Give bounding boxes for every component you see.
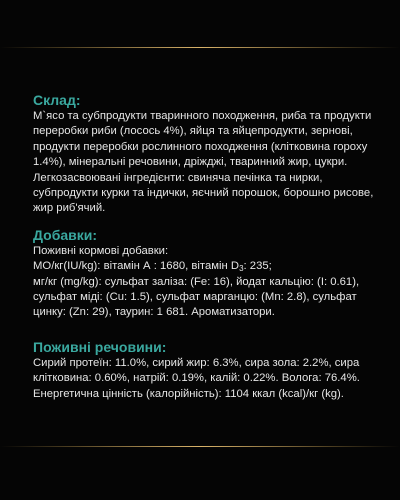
- composition-paragraph-2: Легкозасвоювані інгредієнти: свиняча печінка та нирки, субпродукти курки та індички, яєчний порошок, борошно рисове, жир риб'ячий.: [33, 171, 374, 215]
- composition-section: [33, 92, 378, 217]
- nutrients-heading: Поживні речовини:: [33, 338, 167, 355]
- additives-heading: Добавки:: [33, 226, 98, 243]
- composition-heading: Склад:: [33, 92, 81, 108]
- composition-text: [33, 109, 378, 217]
- vitamins-suffix: : 235;: [243, 260, 272, 273]
- nutrients-paragraph: Сирий протеїн: 11.0%, сирий жир: 6.3%, сира зола: 2.2%, сира клітковина: 0.60%, натрій: 0.19%, калій: 0.22%. Волога: 76.4%. Енергетична цінність (калорійність): 1104 ккал (kcal)/кг (kg).: [33, 356, 360, 400]
- additives-line-2: [33, 259, 378, 274]
- additives-line-3: мг/кг (mg/kg): сульфат заліза: (Fe: 16), йодат кальцію: (I: 0.61), сульфат міді: (Cu: 1.5), сульфат марганцю: (Mn: 2.8), сульфат цинку: (Zn: 29), таурин: 1 681. Ароматизатори.: [33, 275, 360, 319]
- additives-line-1: Поживні кормові добавки:: [33, 244, 169, 257]
- product-info-content: [33, 92, 378, 402]
- composition-paragraph-1: М`ясо та субпродукти тваринного походження, риба та продукти переробки риби (лосось 4%), яйця та яйцепродукти, зернові, продукти переробки рослинного походження (клітковина гороху 1.4%), мінеральні речовини, дріжджі, тваринний жир, цукри.: [33, 110, 372, 169]
- bottom-gold-divider: [0, 446, 400, 447]
- vitamin-d-subscript: 3: [239, 264, 244, 274]
- nutrients-section: [33, 339, 378, 402]
- additives-text: [33, 244, 378, 321]
- vitamins-prefix: МО/кг(IU/kg): вітамін А : 1680, вітамін D: [33, 260, 240, 273]
- nutrients-text: [33, 356, 378, 402]
- additives-section: [33, 227, 378, 321]
- top-gold-divider: [0, 47, 400, 48]
